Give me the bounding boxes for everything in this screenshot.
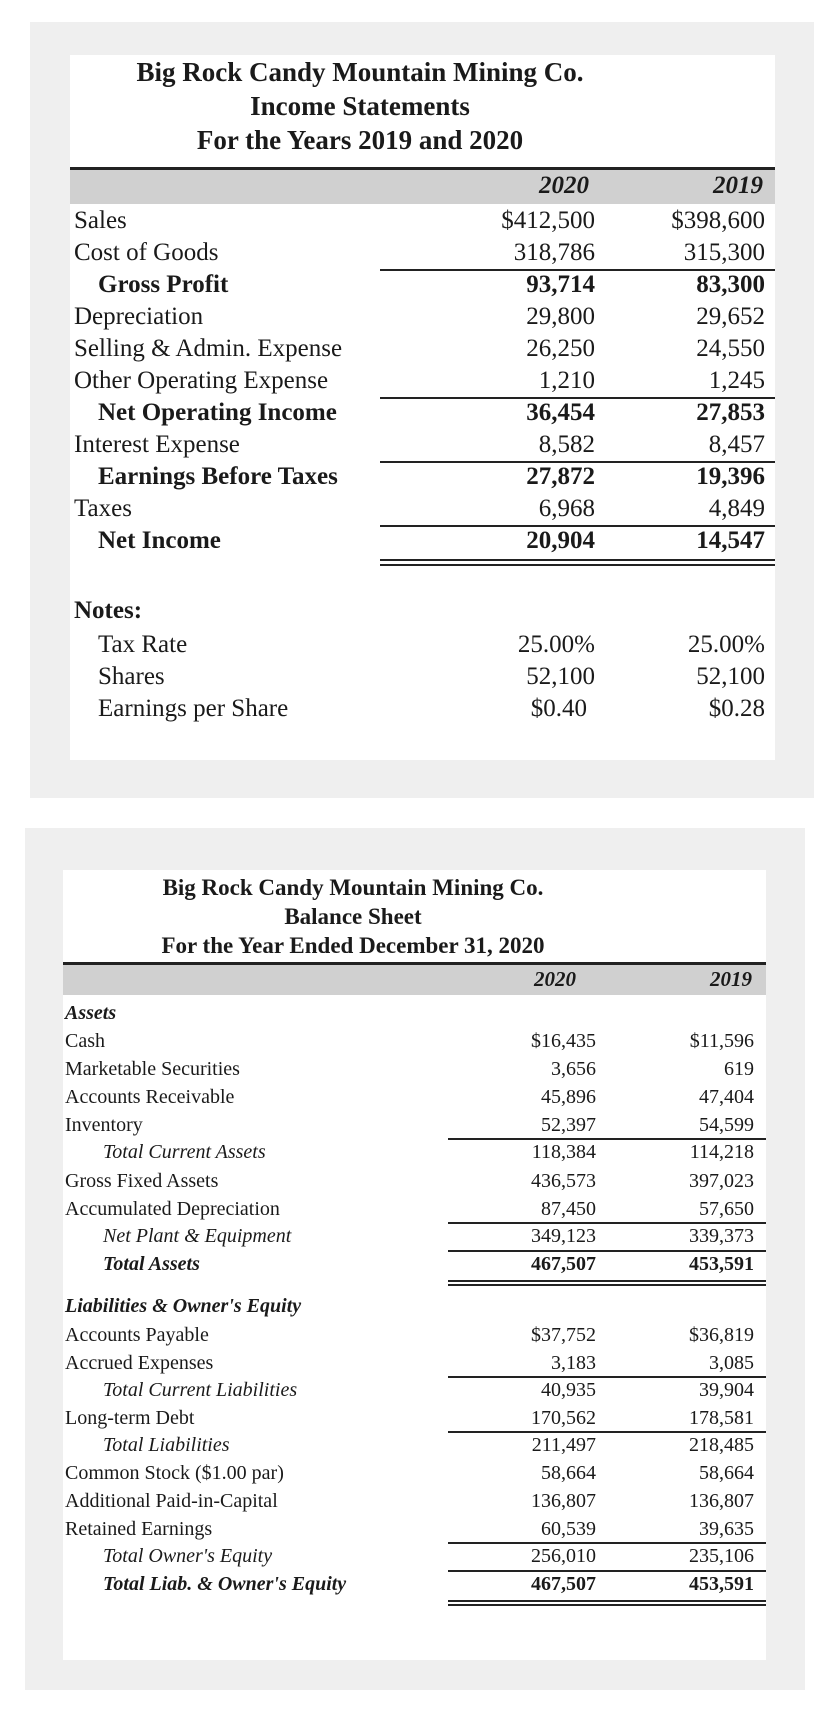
income-row (70, 363, 775, 398)
balance-row (63, 1054, 766, 1084)
note-row (70, 659, 775, 694)
balance-row (63, 1348, 766, 1378)
income-company-name: Big Rock Candy Mountain Mining Co. (136, 57, 584, 87)
row-label: Total Current Liabilities (103, 1379, 298, 1401)
value-2020: 36,454 (526, 399, 595, 426)
value-2019: 178,581 (689, 1407, 754, 1429)
value-2019: 397,023 (689, 1170, 754, 1192)
value-2019: 14,547 (696, 527, 765, 554)
value-2020: 3,183 (551, 1352, 596, 1374)
value-2020: 349,123 (531, 1225, 596, 1247)
balance-row-total (63, 1569, 766, 1599)
value-2019: 235,106 (689, 1545, 754, 1567)
balance-row (63, 1320, 766, 1350)
value-2019: 25.00% (687, 631, 765, 658)
balance-row-subtotal (63, 1137, 766, 1167)
balance-col-2019: 2019 (710, 967, 752, 991)
value-2020: 52,397 (541, 1114, 596, 1136)
income-row (70, 427, 775, 462)
section-heading: Assets (65, 1002, 117, 1024)
value-2020: 318,786 (513, 239, 595, 266)
value-2019: 218,485 (689, 1434, 754, 1456)
row-label: Net Plant & Equipment (103, 1225, 292, 1247)
value-2019: 114,218 (689, 1141, 754, 1163)
value-2019: 58,664 (699, 1462, 754, 1484)
value-2019: 52,100 (696, 663, 765, 690)
income-row-subtotal (70, 395, 775, 430)
value-2019: $0.28 (708, 695, 765, 722)
value-2019: 54,599 (699, 1114, 754, 1136)
balance-sheet (63, 870, 766, 1660)
balance-row (63, 1082, 766, 1112)
section-heading-row (63, 1291, 766, 1321)
balance-company-name: Big Rock Candy Mountain Mining Co. (162, 875, 544, 900)
value-2019: $36,819 (689, 1324, 754, 1346)
value-2019: 339,373 (689, 1225, 754, 1247)
value-2020: 60,539 (541, 1518, 596, 1540)
row-label: Cost of Goods (74, 239, 219, 266)
row-label: Total Current Assets (103, 1141, 266, 1163)
double-rule-top (380, 559, 775, 561)
income-statement-title: Income Statements (250, 91, 470, 121)
value-2020: 25.00% (517, 631, 595, 658)
income-row (70, 203, 775, 238)
value-2019: 57,650 (699, 1198, 754, 1220)
income-period: For the Years 2019 and 2020 (196, 125, 524, 155)
income-row-subtotal (70, 267, 775, 302)
balance-row (63, 1514, 766, 1544)
value-2020: 87,450 (541, 1198, 596, 1220)
balance-row-subtotal (63, 1221, 766, 1251)
income-row (70, 491, 775, 526)
notes-heading: Notes: (74, 597, 143, 624)
income-row (70, 235, 775, 270)
balance-sheet-title: Balance Sheet (284, 904, 422, 929)
row-label: Accrued Expenses (65, 1352, 214, 1374)
row-label: Earnings Before Taxes (98, 463, 338, 490)
balance-row (63, 1194, 766, 1224)
note-row (70, 627, 775, 662)
value-2019: 83,300 (696, 271, 765, 298)
double-rule-top (448, 1280, 766, 1282)
row-label: Depreciation (74, 303, 204, 330)
row-label: Net Operating Income (98, 399, 337, 426)
value-2019: $398,600 (671, 207, 765, 234)
row-label: Gross Profit (98, 271, 229, 298)
value-2020: 20,904 (526, 527, 595, 554)
value-2020: 436,573 (531, 1170, 596, 1192)
balance-column-header (63, 962, 766, 995)
value-2020: 52,100 (526, 663, 595, 690)
balance-row-total (63, 1249, 766, 1279)
row-label: Marketable Securities (65, 1058, 240, 1080)
row-label: Selling & Admin. Expense (74, 335, 343, 362)
value-2020: $37,752 (531, 1324, 596, 1346)
income-row-subtotal (70, 459, 775, 494)
balance-row (63, 1026, 766, 1056)
double-rule-bottom (448, 1604, 766, 1606)
value-2019: 39,635 (699, 1518, 754, 1540)
value-2019: 27,853 (696, 399, 765, 426)
value-2020: $16,435 (531, 1030, 596, 1052)
value-2020: 58,664 (541, 1462, 596, 1484)
row-label: Total Liabilities (103, 1434, 230, 1456)
value-2019: 136,807 (689, 1490, 754, 1512)
value-2020: 118,384 (531, 1141, 596, 1163)
balance-row-subtotal (63, 1541, 766, 1571)
balance-row (63, 1110, 766, 1140)
row-label: Common Stock ($1.00 par) (65, 1462, 284, 1484)
balance-row-subtotal (63, 1430, 766, 1460)
value-2020: 8,582 (538, 431, 595, 458)
value-2020: 467,507 (531, 1573, 596, 1595)
value-2019: 39,904 (699, 1379, 754, 1401)
row-label: Total Owner's Equity (103, 1545, 273, 1567)
row-label: Interest Expense (74, 431, 240, 458)
double-rule-bottom (380, 564, 775, 566)
value-2019: 619 (724, 1058, 754, 1080)
income-row (70, 299, 775, 334)
value-2020: $412,500 (501, 207, 595, 234)
value-2020: 170,562 (531, 1407, 596, 1429)
row-label: Other Operating Expense (74, 367, 329, 394)
notes-heading-row (70, 593, 775, 628)
section-heading: Liabilities & Owner's Equity (65, 1295, 302, 1317)
note-row (70, 691, 775, 726)
value-2020: 29,800 (526, 303, 595, 330)
value-2020: 26,250 (526, 335, 595, 362)
balance-row (63, 1166, 766, 1196)
balance-row (63, 1403, 766, 1433)
value-2019: 453,591 (689, 1253, 754, 1275)
value-2020: 6,968 (538, 495, 595, 522)
income-col-2019: 2019 (713, 172, 763, 199)
row-label: Total Liab. & Owner's Equity (103, 1573, 347, 1595)
row-label: Long-term Debt (65, 1407, 195, 1429)
value-2019: $11,596 (689, 1030, 754, 1052)
value-2020: $0.40 (530, 695, 587, 722)
row-label: Cash (65, 1030, 105, 1052)
value-2019: 453,591 (689, 1573, 754, 1595)
row-label: Taxes (74, 495, 132, 522)
row-label: Inventory (65, 1114, 143, 1136)
row-label: Earnings per Share (98, 695, 289, 722)
value-2019: 24,550 (696, 335, 765, 362)
value-2020: 211,497 (531, 1434, 596, 1456)
row-label: Retained Earnings (65, 1518, 213, 1540)
income-row-total (70, 523, 775, 558)
balance-row (63, 1458, 766, 1488)
income-statement (70, 55, 775, 760)
row-label: Sales (74, 207, 127, 234)
income-col-2020: 2020 (539, 172, 589, 199)
value-2020: 93,714 (526, 271, 595, 298)
income-column-header (70, 167, 775, 204)
balance-col-2020: 2020 (534, 967, 576, 991)
balance-period: For the Year Ended December 31, 2020 (161, 933, 545, 958)
section-heading-row (63, 998, 766, 1028)
value-2019: 8,457 (708, 431, 765, 458)
value-2020: 1,210 (538, 367, 595, 394)
value-2020: 467,507 (531, 1253, 596, 1275)
value-2020: 256,010 (531, 1545, 596, 1567)
value-2019: 19,396 (696, 463, 765, 490)
value-2020: 3,656 (551, 1058, 596, 1080)
value-2019: 29,652 (696, 303, 765, 330)
value-2019: 4,849 (708, 495, 765, 522)
double-rule-top (448, 1600, 766, 1602)
value-2019: 1,245 (708, 367, 765, 394)
double-rule-bottom (448, 1284, 766, 1286)
value-2019: 47,404 (699, 1086, 754, 1108)
balance-row (63, 1486, 766, 1516)
value-2020: 27,872 (526, 463, 595, 490)
value-2019: 3,085 (709, 1352, 754, 1374)
value-2019: 315,300 (683, 239, 765, 266)
row-label: Gross Fixed Assets (65, 1170, 219, 1192)
row-label: Additional Paid-in-Capital (65, 1490, 278, 1512)
row-label: Accounts Payable (65, 1324, 209, 1346)
value-2020: 45,896 (541, 1086, 596, 1108)
row-label: Tax Rate (98, 631, 188, 658)
row-label: Accounts Receivable (65, 1086, 235, 1108)
row-label: Net Income (98, 527, 221, 554)
income-row (70, 331, 775, 366)
value-2020: 136,807 (531, 1490, 596, 1512)
value-2020: 40,935 (541, 1379, 596, 1401)
balance-row-subtotal (63, 1375, 766, 1405)
row-label: Accumulated Depreciation (65, 1198, 280, 1220)
row-label: Total Assets (103, 1253, 200, 1275)
row-label: Shares (98, 663, 165, 690)
